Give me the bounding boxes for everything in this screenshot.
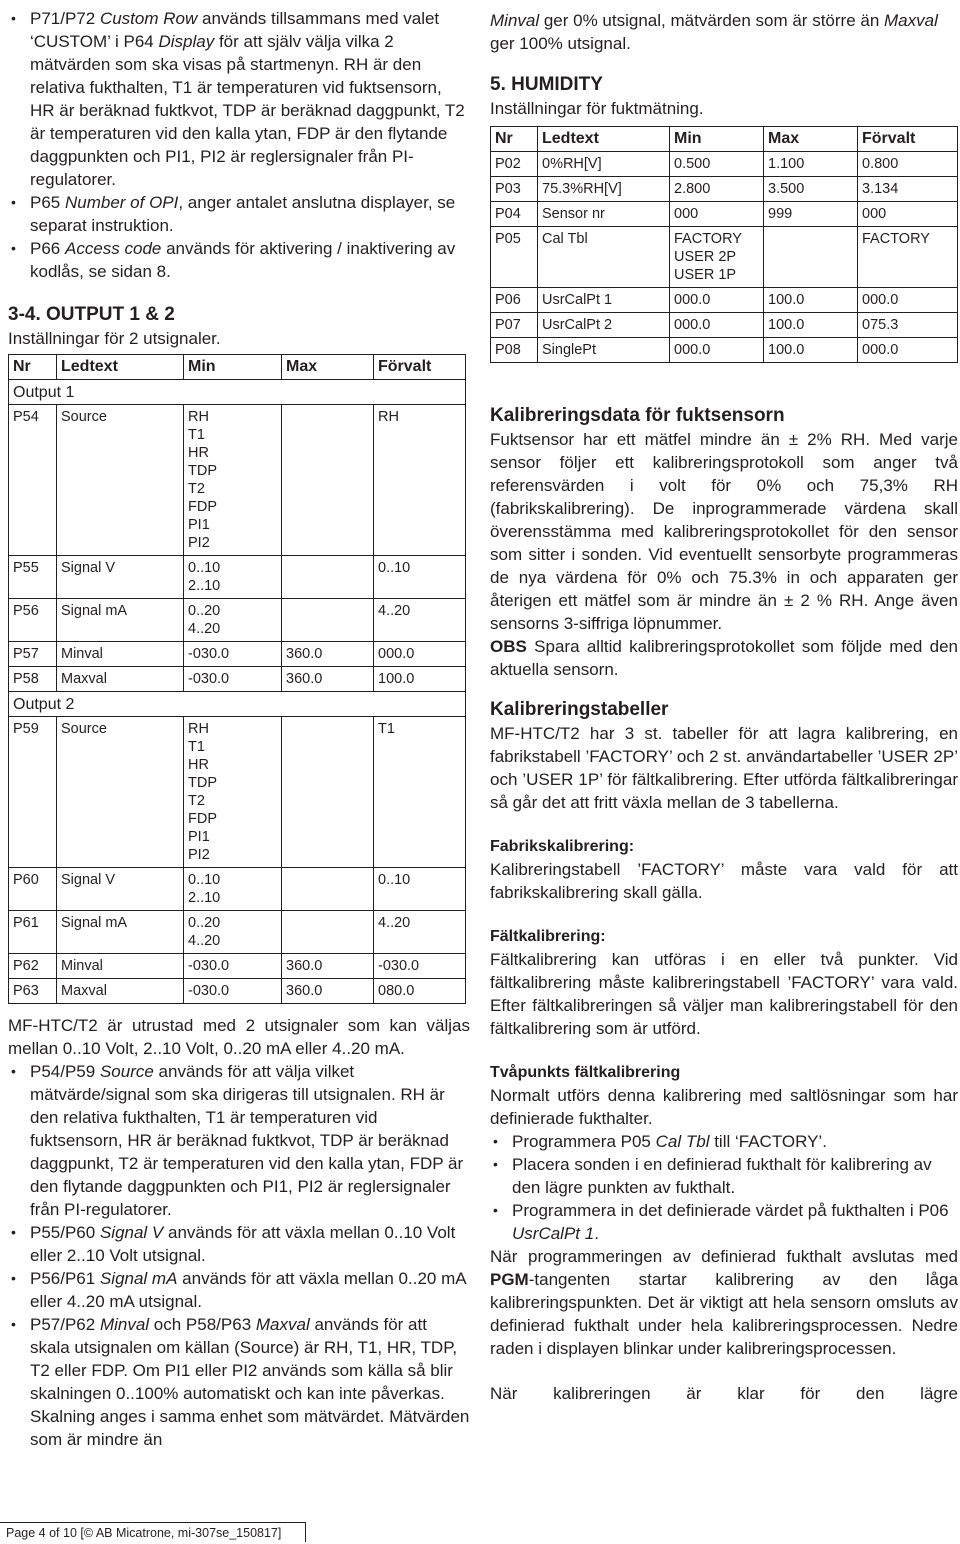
col-header: Min	[670, 127, 764, 152]
table-row	[491, 313, 958, 338]
table-cell-min: -030.0	[184, 642, 282, 667]
col-header: Nr	[491, 127, 538, 152]
group-label: Output 1	[9, 380, 466, 405]
table-cell-max: 100.0	[764, 338, 858, 363]
section-subtitle: Inställningar för 2 utsignaler.	[8, 329, 221, 348]
field-calibration-text: Fältkalibrering kan utföras i en eller två punkter. Vid fältkalibrering måste kalibreringstabell ’FACTORY’ vara vald. Efter fältkalibreringen så väljer man kalibreringstabell för den fältkalibrering som är utförd.	[490, 950, 958, 1038]
calibration-tables-text: MF-HTC/T2 har 3 st. tabeller för att lagra kalibrering, en fabrikstabell ’FACTORY’ och 2 st. användartabeller ’USER 2P’ och ’USER 1P’ för fältkalibrering. Efter utförda fältkalibreringar så går det att fritt växla mellan de 3 tabellerna.	[490, 724, 958, 812]
table-cell-nr: P62	[9, 954, 57, 979]
last-line: När kalibreringen är klar för den lägre	[490, 1384, 958, 1403]
table-row	[491, 152, 958, 177]
list-item: • P65 Number of OPI, anger antalet anslutna displayer, se separat instruktion.	[8, 191, 470, 237]
table-cell-nr: P60	[9, 868, 57, 911]
table-row	[491, 227, 958, 288]
table-cell-max	[282, 868, 374, 911]
table-cell-min: RH T1 HR TDP T2 FDP PI1 PI2	[184, 405, 282, 556]
list-item: • Programmera in det definierade värdet på fukthalten i P06 UsrCalPt 1.	[490, 1199, 958, 1245]
table-cell-min: 2.800	[670, 177, 764, 202]
section-title: 5. HUMIDITY	[490, 74, 603, 95]
col-header: Ledtext	[538, 127, 670, 152]
table-row	[9, 405, 466, 556]
table-cell-text: Sensor nr	[538, 202, 670, 227]
calibration-data-heading: Kalibreringsdata för fuktsensorn	[490, 405, 785, 426]
table-cell-def: 0.800	[858, 152, 958, 177]
table-cell-nr: P57	[9, 642, 57, 667]
table-cell-nr: P54	[9, 405, 57, 556]
table-cell-max	[282, 911, 374, 954]
table-cell-max: 100.0	[764, 313, 858, 338]
two-point-heading: Tvåpunkts fältkalibrering	[490, 1064, 681, 1081]
left-column	[8, 0, 470, 1451]
table-cell-def: 000	[858, 202, 958, 227]
table-cell-text: Cal Tbl	[538, 227, 670, 288]
table-cell-nr: P07	[491, 313, 538, 338]
col-header: Min	[184, 355, 282, 380]
table-cell-def: FACTORY	[858, 227, 958, 288]
table-cell-min: 0..10 2..10	[184, 556, 282, 599]
table-row	[9, 911, 466, 954]
table-row	[9, 642, 466, 667]
table-row	[491, 177, 958, 202]
table-cell-nr: P05	[491, 227, 538, 288]
table-cell-max: 999	[764, 202, 858, 227]
col-header: Nr	[9, 355, 57, 380]
list-item: • P56/P61 Signal mA används för att växla mellan 0..20 mA eller 4..20 mA utsignal.	[8, 1267, 470, 1313]
table-cell-max	[282, 556, 374, 599]
table-cell-text: Minval	[57, 954, 184, 979]
col-header: Förvalt	[858, 127, 958, 152]
table-cell-text: SinglePt	[538, 338, 670, 363]
obs-note: OBS Spara alltid kalibreringsprotokollet som följde med den aktuella sensorn.	[490, 637, 958, 679]
table-cell-min: 0..20 4..20	[184, 911, 282, 954]
pgm-paragraph: När programmeringen av definierad fukthalt avslutas med PGM-tangenten startar kalibrering av den låga kalibreringspunkten. Det är viktigt att hela sensorn omsluts av definierad fukthalt under hela kalibreringsprocessen. Nedre raden i displayen blinkar under kalibreringsprocessen.	[490, 1247, 958, 1358]
list-item: • Placera sonden i en definierad fukthalt för kalibrering av den lägre punkten av fukthalt.	[490, 1153, 958, 1199]
table-cell-text: 0%RH[V]	[538, 152, 670, 177]
table-cell-def: 4..20	[374, 599, 466, 642]
calibration-tables-heading: Kalibreringstabeller	[490, 699, 669, 720]
table-row	[491, 202, 958, 227]
table-cell-nr: P02	[491, 152, 538, 177]
factory-calibration-heading: Fabrikskalibrering:	[490, 838, 635, 855]
list-item: • Programmera P05 Cal Tbl till ‘FACTORY’.	[490, 1130, 958, 1153]
factory-calibration-text: Kalibreringstabell ’FACTORY’ måste vara vald för att fabrikskalibrering skall gälla.	[490, 860, 958, 902]
table-cell-nr: P58	[9, 667, 57, 692]
table-cell-min: 000.0	[670, 288, 764, 313]
table-cell-text: Signal mA	[57, 911, 184, 954]
table-cell-max: 100.0	[764, 288, 858, 313]
table-cell-nr: P06	[491, 288, 538, 313]
table-row	[9, 954, 466, 979]
right-column	[490, 0, 958, 1405]
table-cell-min: -030.0	[184, 979, 282, 1004]
table-cell-min: 000.0	[670, 313, 764, 338]
intro-bullet-list	[8, 7, 470, 283]
table-cell-text: Maxval	[57, 667, 184, 692]
table-cell-nr: P03	[491, 177, 538, 202]
two-point-text: Normalt utförs denna kalibrering med saltlösningar som har definierade fukthalter.	[490, 1086, 958, 1128]
table-cell-nr: P55	[9, 556, 57, 599]
table-cell-min: 0.500	[670, 152, 764, 177]
output-bullet-list	[8, 1060, 470, 1451]
section-title: 3-4. OUTPUT 1 & 2	[8, 304, 175, 325]
table-cell-def: 0..10	[374, 868, 466, 911]
list-item: • P55/P60 Signal V används för att växla mellan 0..10 Volt eller 2..10 Volt utsignal.	[8, 1221, 470, 1267]
group-label: Output 2	[9, 692, 466, 717]
two-point-bullet-list	[490, 1130, 958, 1245]
table-cell-def: 3.134	[858, 177, 958, 202]
col-header: Max	[764, 127, 858, 152]
table-cell-max: 360.0	[282, 954, 374, 979]
table-cell-max: 3.500	[764, 177, 858, 202]
list-item: • P54/P59 Source används för att välja vilket mätvärde/signal som ska dirigeras till utsignalen. RH är den relativa fukthalten, T1 är temperaturen vid fuktsensorn, HR är beräknad fuktkvot, TDP är beräknad daggpunkt, T2 är temperaturen vid den kalla ytan, FDP är den flytande daggpunkten och PI1, PI2 är reglersignaler från PI-regulatorer.	[8, 1060, 470, 1221]
humidity-table	[490, 126, 958, 363]
table-row	[9, 717, 466, 868]
list-item: • P71/P72 Custom Row används tillsammans med valet ‘CUSTOM’ i P64 Display för att själv välja vilka 2 mätvärden som ska visas på startmenyn. RH är den relativa fukthalten, T1 är temperaturen vid fuktsensorn, HR är beräknad fuktkvot, TDP är beräknad daggpunkt, T2 är temperaturen vid den kalla ytan, FDP är den flytande daggpunkten och PI1, PI2 är reglersignaler från PI-regulatorer.	[8, 7, 470, 191]
table-cell-text: Source	[57, 405, 184, 556]
table-cell-max: 360.0	[282, 642, 374, 667]
table-cell-def: 0..10	[374, 556, 466, 599]
table-cell-text: Signal V	[57, 868, 184, 911]
page-footer: Page 4 of 10 [© AB Micatrone, mi-307se_150817]	[0, 1522, 306, 1542]
table-cell-nr: P04	[491, 202, 538, 227]
output-paragraph: MF-HTC/T2 är utrustad med 2 utsignaler som kan väljas mellan 0..10 Volt, 2..10 Volt, 0..20 mA eller 4..20 mA.	[8, 1016, 470, 1058]
table-cell-max	[282, 405, 374, 556]
continued-text: Minval ger 0% utsignal, mätvärden som är större än Maxval ger 100% utsignal.	[490, 11, 938, 53]
table-cell-min: 000.0	[670, 338, 764, 363]
table-cell-nr: P56	[9, 599, 57, 642]
table-cell-min: RH T1 HR TDP T2 FDP PI1 PI2	[184, 717, 282, 868]
col-header: Ledtext	[57, 355, 184, 380]
table-cell-min: 0..10 2..10	[184, 868, 282, 911]
table-cell-max	[764, 227, 858, 288]
table-cell-max: 1.100	[764, 152, 858, 177]
table-cell-def: 100.0	[374, 667, 466, 692]
table-cell-nr: P08	[491, 338, 538, 363]
table-cell-def: 080.0	[374, 979, 466, 1004]
table-cell-text: 75.3%RH[V]	[538, 177, 670, 202]
table-cell-text: Signal V	[57, 556, 184, 599]
table-row	[9, 667, 466, 692]
output-table	[8, 354, 466, 1004]
table-cell-min: 0..20 4..20	[184, 599, 282, 642]
table-row	[491, 338, 958, 363]
table-cell-def: 000.0	[374, 642, 466, 667]
table-cell-text: Signal mA	[57, 599, 184, 642]
table-cell-max	[282, 717, 374, 868]
table-cell-def: 075.3	[858, 313, 958, 338]
calibration-data-text: Fuktsensor har ett mätfel mindre än ± 2% RH. Med varje sensor följer ett kalibreringsprotokoll som anger två referensvärden i volt för 0% och 75,3% RH (fabrikskalibrering). De inprogrammerade värdena skall överensstämma med kalibreringsprotokollet för den sensor som sitter i sonden. Vid eventuellt sensorbyte programmeras de nya värdena för 0% och 75.3% in och apparaten ger återigen ett mätfel som är mindre än ± 2 % RH. Ange även sensorns 3-siffriga löpnummer.	[490, 430, 958, 633]
table-cell-def: -030.0	[374, 954, 466, 979]
table-cell-text: UsrCalPt 2	[538, 313, 670, 338]
table-cell-def: 000.0	[858, 288, 958, 313]
table-cell-min: -030.0	[184, 667, 282, 692]
list-item: • P57/P62 Minval och P58/P63 Maxval används för att skala utsignalen om källan (Source) är RH, T1, HR, TDP, T2 eller FDP. Om PI1 eller PI2 används som källa så blir skalningen 0..100% automatiskt och kan inte påverkas. Skalning anges i samma enhet som mätvärdet. Mätvärden som är mindre än	[8, 1313, 470, 1451]
field-calibration-heading: Fältkalibrering:	[490, 928, 606, 945]
col-header: Förvalt	[374, 355, 466, 380]
table-row	[9, 979, 466, 1004]
table-cell-max	[282, 599, 374, 642]
table-cell-max: 360.0	[282, 667, 374, 692]
table-cell-min: -030.0	[184, 954, 282, 979]
table-cell-def: RH	[374, 405, 466, 556]
table-cell-min: FACTORY USER 2P USER 1P	[670, 227, 764, 288]
table-cell-def: T1	[374, 717, 466, 868]
table-row	[491, 288, 958, 313]
table-cell-def: 000.0	[858, 338, 958, 363]
table-cell-text: Maxval	[57, 979, 184, 1004]
table-row	[9, 556, 466, 599]
table-row	[9, 599, 466, 642]
table-cell-max: 360.0	[282, 979, 374, 1004]
table-cell-text: Source	[57, 717, 184, 868]
table-cell-min: 000	[670, 202, 764, 227]
col-header: Max	[282, 355, 374, 380]
table-cell-def: 4..20	[374, 911, 466, 954]
table-cell-text: Minval	[57, 642, 184, 667]
table-cell-text: UsrCalPt 1	[538, 288, 670, 313]
table-cell-nr: P61	[9, 911, 57, 954]
list-item: • P66 Access code används för aktivering / inaktivering av kodlås, se sidan 8.	[8, 237, 470, 283]
table-cell-nr: P63	[9, 979, 57, 1004]
section-subtitle: Inställningar för fuktmätning.	[490, 99, 704, 118]
table-row	[9, 868, 466, 911]
table-cell-nr: P59	[9, 717, 57, 868]
